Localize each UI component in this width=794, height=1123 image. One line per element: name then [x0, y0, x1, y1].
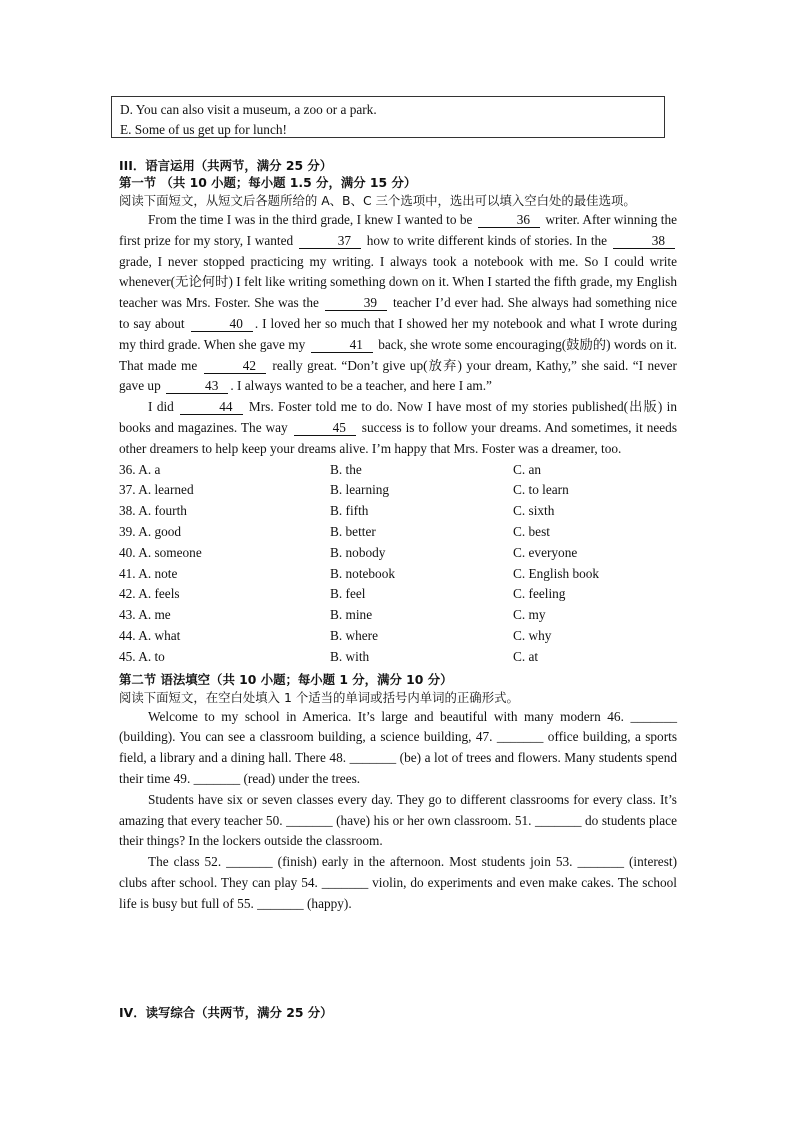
- option-b: B. fifth: [330, 503, 369, 519]
- options-box: [111, 96, 665, 138]
- section-3-heading: III．语言运用（共两节，满分 25 分）: [119, 158, 333, 173]
- numbered-blank: [613, 233, 675, 249]
- passage-text: I did: [148, 399, 179, 415]
- question-row: [119, 522, 677, 543]
- question-row: [119, 501, 677, 522]
- option-b: B. mine: [330, 607, 373, 623]
- option-c: C. why: [513, 627, 552, 643]
- question-row: [119, 584, 677, 605]
- option-a: 41. A. note: [119, 565, 178, 581]
- option-d: D. You can also visit a museum, a zoo or a park.: [120, 102, 377, 117]
- numbered-blank: [478, 212, 540, 228]
- option-a: 37. A. learned: [119, 482, 194, 498]
- option-b: B. notebook: [330, 565, 396, 581]
- passage-text: grade, I never stopped practicing my writing. I always took a notebook with me. So I could write whenever(无论何时) I felt like writing something down on it. When I started the fifth grade, my English teacher was Mrs. Foster. She was the: [119, 253, 677, 311]
- option-a: 39. A. good: [119, 523, 182, 539]
- numbered-blank: [325, 295, 387, 311]
- question-row: [119, 460, 677, 481]
- question-row: [119, 543, 677, 564]
- option-c: C. best: [513, 523, 550, 539]
- passage-text: writer. After winning the first prize for my story, I wanted: [119, 212, 677, 248]
- option-c: C. sixth: [513, 503, 555, 519]
- passage-text: . I always wanted to be a teacher, and here I am.”: [230, 378, 492, 394]
- part-1-instruction: 阅读下面短文，从短文后各题所给的 A、B、C 三个选项中，选出可以填入空白处的最佳选项。: [119, 193, 636, 208]
- blank-number: 44: [219, 399, 233, 415]
- option-a: 44. A. what: [119, 627, 181, 643]
- passage-text: really great. “Don’t give up(放弃) your dream, Kathy,” she said. “I never gave up: [119, 357, 677, 394]
- blank-number: 43: [205, 378, 219, 394]
- passage-2-paragraph-1: Welcome to my school in America. It’s large and beautiful with many modern 46. _______ (building). You can see a classroom building, a science building, 47. _______ office building, a sports field, a library and a dining hall. There 48. _______ (be) a lot of trees and flowers. Many students spend their time 49. _______ (read) under the trees.: [119, 708, 677, 786]
- section-4-heading: IV．读写综合（共两节，满分 25 分）: [119, 1005, 333, 1020]
- blank-number: 38: [651, 232, 666, 248]
- option-b: B. feel: [330, 586, 366, 602]
- option-a: 38. A. fourth: [119, 503, 187, 519]
- part-2-heading: 第二节 语法填空（共 10 小题；每小题 1 分，满分 10 分）: [119, 671, 453, 687]
- blank-number: 42: [242, 357, 256, 373]
- option-e: E. Some of us get up for lunch!: [120, 122, 287, 137]
- question-row: [119, 480, 677, 501]
- option-c: C. an: [513, 461, 542, 477]
- passage-text: teacher I’d ever had. She always had something nice to say about: [119, 295, 677, 331]
- option-b: B. better: [330, 523, 376, 539]
- blank-number: 39: [363, 295, 378, 311]
- option-c: C. English book: [513, 565, 600, 581]
- option-a: 42. A. feels: [119, 586, 180, 602]
- numbered-blank: [299, 233, 361, 249]
- numbered-blank: [191, 316, 253, 332]
- option-b: B. the: [330, 461, 362, 477]
- option-c: C. my: [513, 607, 546, 623]
- numbered-blank: [166, 378, 228, 394]
- part-2-instruction: 阅读下面短文，在空白处填入 1 个适当的单词或括号内单词的正确形式。: [119, 689, 519, 705]
- passage-1-paragraph-1: [119, 210, 677, 397]
- question-row: [119, 605, 677, 626]
- blank-number: 36: [516, 212, 531, 227]
- passage-2-paragraph-2: Students have six or seven classes every day. They go to different classrooms for every class. It’s amazing that every teacher 50. _______ (have) his or her own classroom. 51. _______ do students place their things? In the lockers outside the classroom.: [119, 791, 677, 849]
- passage-text: success is to follow your dreams. And sometimes, it needs other dreamers to help keep your dreams alive. I’m happy that Mrs. Foster was a dreamer, too.: [119, 419, 677, 456]
- option-c: C. to learn: [513, 482, 569, 498]
- option-a: 40. A. someone: [119, 544, 202, 560]
- passage-text: how to write different kinds of stories. In the: [363, 232, 611, 248]
- option-b: B. nobody: [330, 544, 386, 560]
- blank-number: 45: [332, 419, 346, 435]
- passage-text: . I loved her so much that I showed her my notebook and what I wrote during my third grade. When she gave my: [119, 315, 677, 352]
- option-c: C. everyone: [513, 544, 578, 560]
- option-c: C. at: [513, 648, 539, 664]
- passage-text: Mrs. Foster told me to do. Now I have most of my stories published(出版) in books and magazines. The way: [119, 399, 677, 435]
- option-c: C. feeling: [513, 586, 566, 602]
- numbered-blank: [294, 420, 356, 436]
- option-a: 43. A. me: [119, 607, 171, 623]
- passage-1-paragraph-2: [119, 397, 677, 459]
- blank-number: 40: [229, 315, 243, 331]
- question-row: [119, 647, 677, 668]
- part-1-heading: 第一节 （共 10 小题；每小题 1.5 分，满分 15 分）: [119, 175, 417, 190]
- blank-number: 37: [337, 232, 352, 248]
- option-a: 36. A. a: [119, 461, 161, 477]
- numbered-blank: [180, 399, 242, 415]
- question-options: [119, 460, 677, 668]
- option-a: 45. A. to: [119, 648, 165, 664]
- option-b: B. where: [330, 627, 378, 643]
- question-row: [119, 626, 677, 647]
- option-b: B. with: [330, 648, 370, 664]
- numbered-blank: [311, 337, 373, 353]
- numbered-blank: [204, 358, 266, 374]
- passage-text: From the time I was in the third grade, I knew I wanted to be: [148, 212, 476, 227]
- passage-2-paragraph-3: The class 52. _______ (finish) early in the afternoon. Most students join 53. _______ (interest) clubs after school. They can play 54. _______ violin, do experiments and even make cakes. The school life is busy but full of 55. _______ (happy).: [119, 854, 677, 911]
- question-row: [119, 564, 677, 585]
- main-content: [119, 157, 677, 915]
- blank-number: 41: [349, 336, 363, 352]
- option-b: B. learning: [330, 482, 390, 498]
- passage-text: back, she wrote some encouraging(鼓励的) words on it. That made me: [119, 336, 678, 373]
